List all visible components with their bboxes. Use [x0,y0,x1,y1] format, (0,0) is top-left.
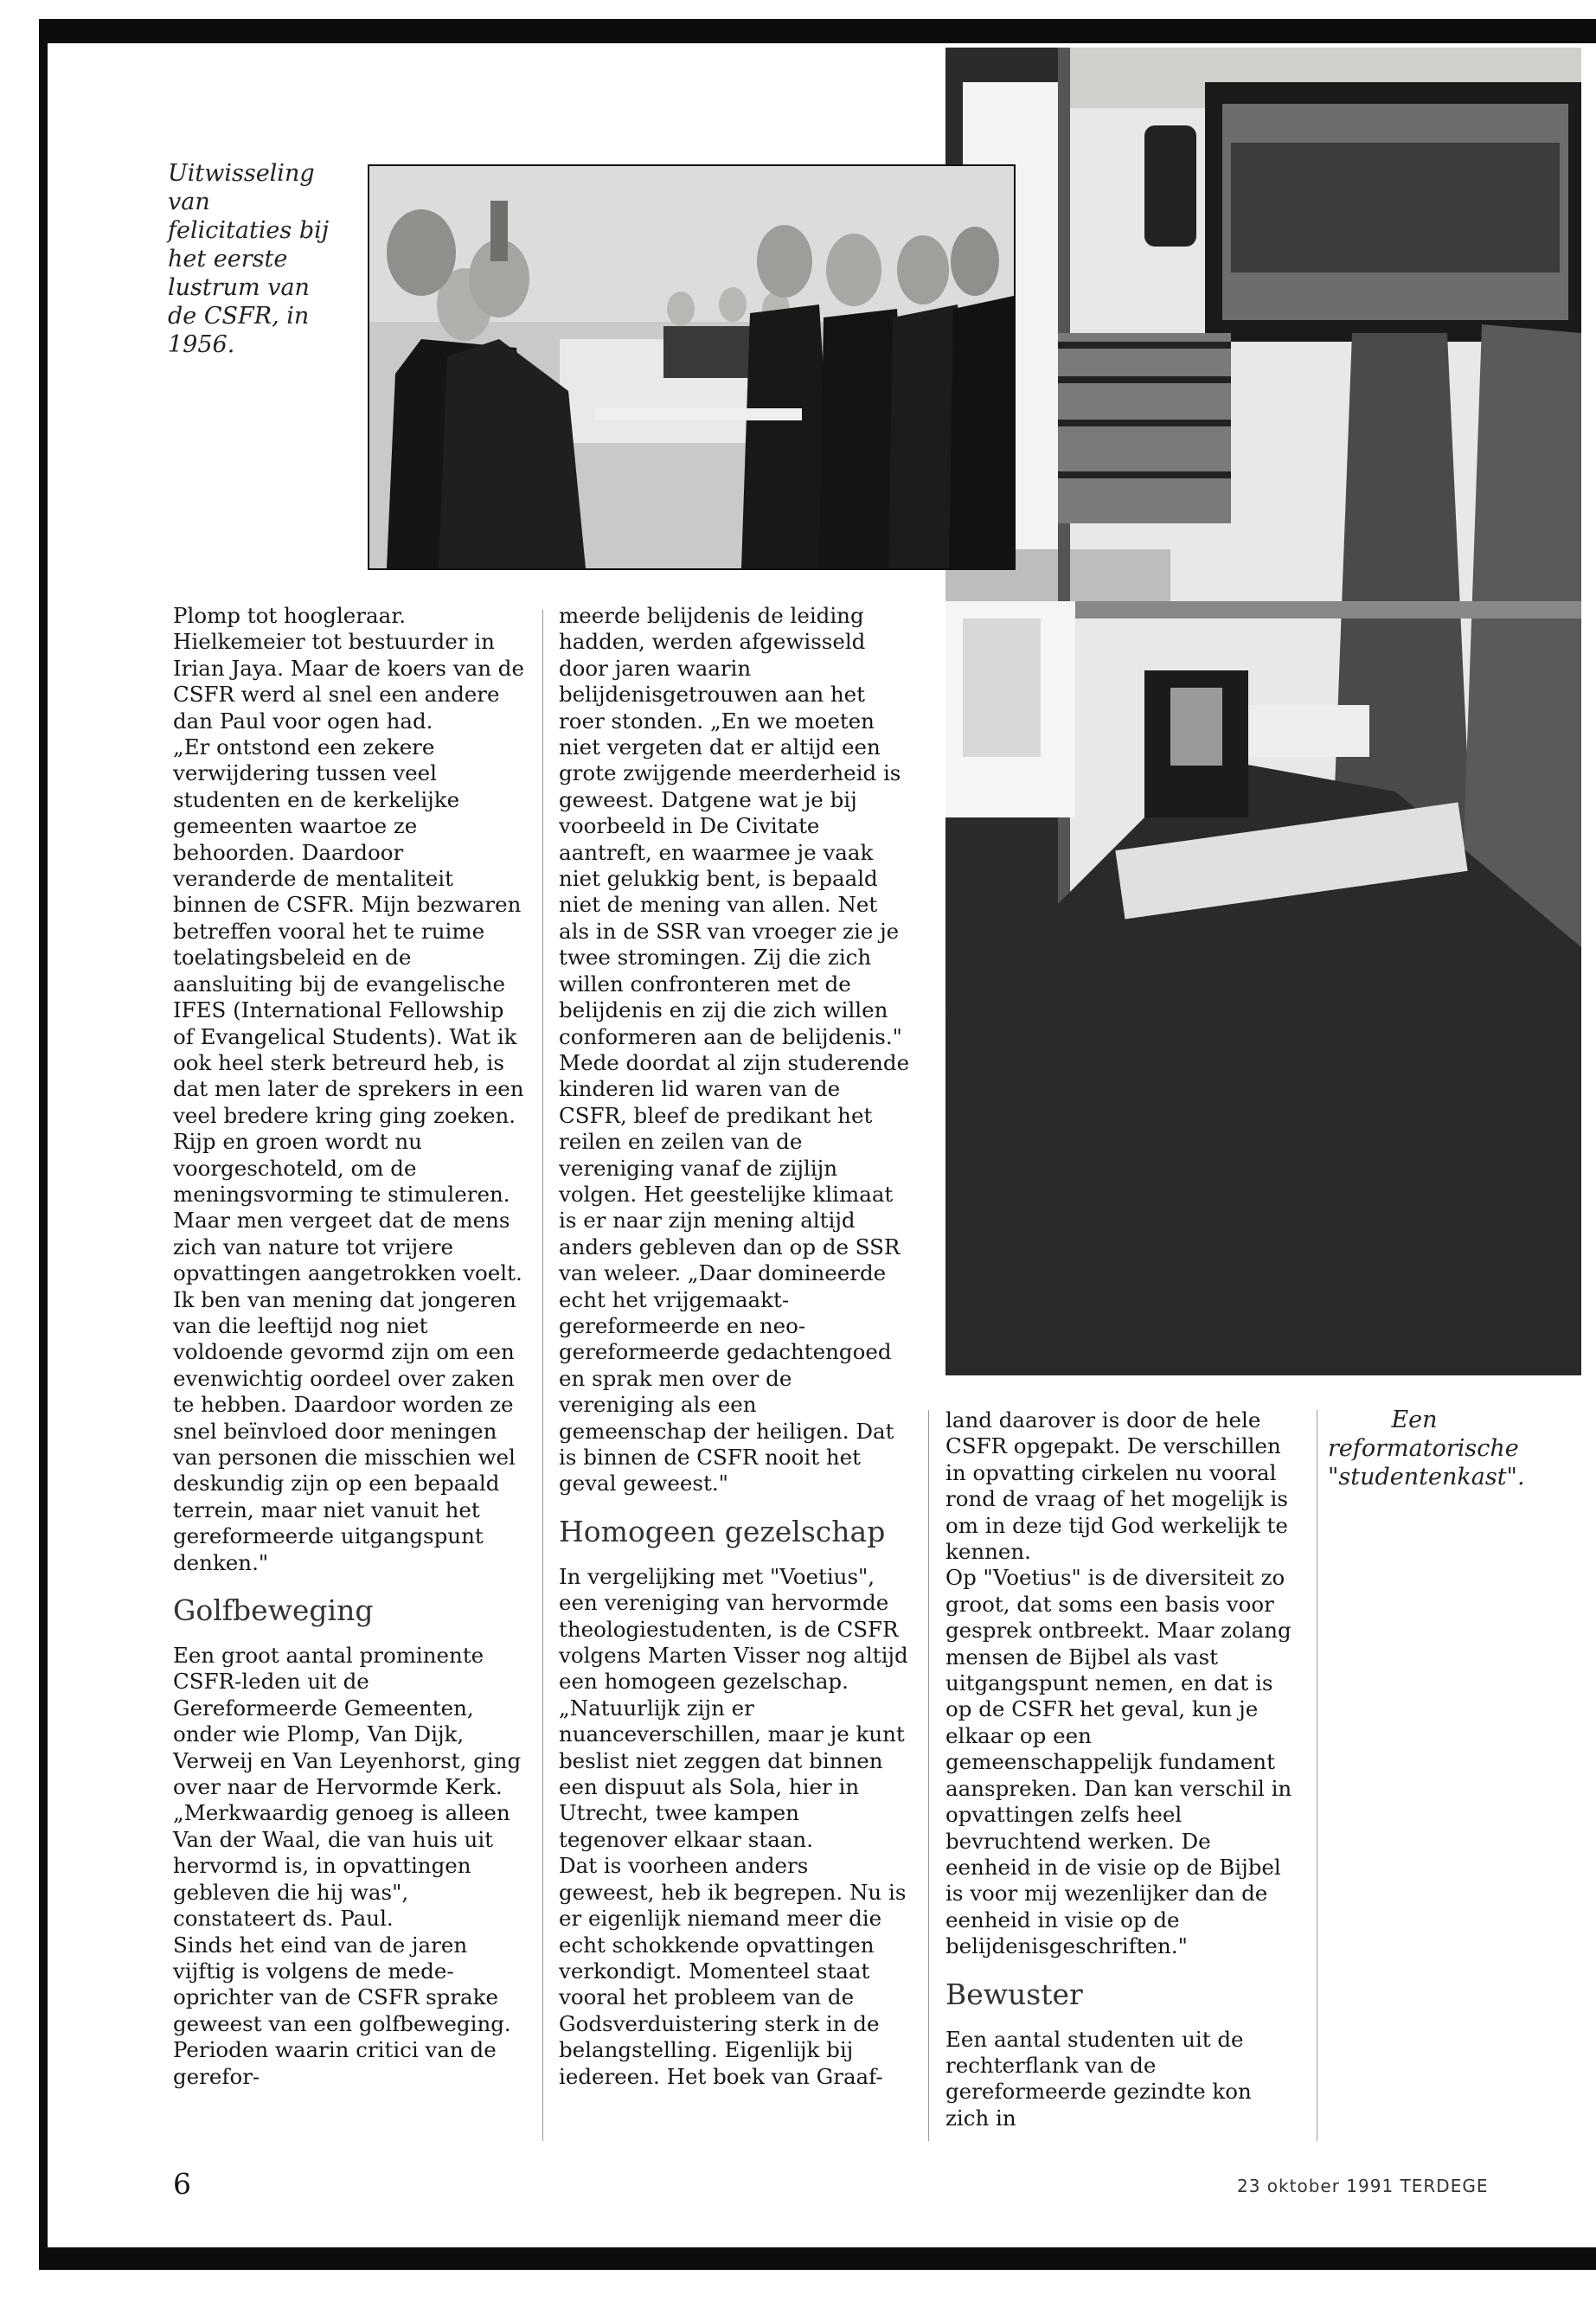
paragraph: Een groot aantal prominente CSFR-leden uit de Gereformeerde Gemeenten, onder wie Plomp, Van Dijk, Verweij en Van Leyenhorst, ging over naar de Hervormde Kerk. „Merkwaardig genoeg is alleen Van der Waal, die van huis uit hervormd is, in opvattingen gebleven die hij was", constateert ds. Paul. [173,1643,522,1932]
paragraph: Mede doordat al zijn studerende kinderen lid waren van de CSFR, bleef de predikant het reilen en zeilen van de vereniging vanaf de zijlijn volgen. Het geestelijke klimaat is er naar zijn mening altijd anders gebleven dan op de SSR van weleer. „Daar domineerde echt het vrijgemaakt-gereformeerde en neo-gereformeerde gedachtengoed en sprak men over de vereniging als een gemeenschap der heiligen. Dat is binnen de CSFR nooit het geval geweest." [559,1049,910,1497]
paragraph: Sinds het eind van de jaren vijftig is volgens de mede-oprichter van de CSFR sprake geweest van een golfbeweging. Perioden waarin critici van de gerefor- [173,1932,511,2089]
article-column-1 [173,603,526,2090]
caption-studentenkast: Een reformatorische "studentenkast". [1328,1407,1525,1490]
paragraph: Dat is voorheen anders geweest, heb ik begrepen. Nu is er eigenlijk niemand meer die echt schokkende opvattingen verkondigt. Momenteel staat vooral het probleem van de Godsverduistering sterk in de belangstelling. Eigenlijk bij iedereen. Het boek van Graaf- [559,1853,907,2089]
section-heading-golfbeweging: Golfbeweging [173,1593,374,1628]
column-rule [542,610,543,2141]
column-rule [928,1410,929,2141]
section-heading-bewuster: Bewuster [945,1977,1083,2011]
top-border [39,19,1596,43]
left-border [39,19,48,2259]
caption-lustrum-photo: Uitwisseling van felicitaties bij het eerste lustrum van de CSFR, in 1956. [168,160,330,358]
bottom-border [39,2247,1596,2270]
paragraph: „Er ontstond een zekere verwijdering tussen veel studenten en de kerkelijke gemeenten waartoe ze behoorden. Daardoor veranderde de mentaliteit binnen de CSFR. Mijn bezwaren betreffen vooral het te ruime toelatingsbeleid en de aansluiting bij de evangelische IFES (International Fellowship of Evangelical Students). Wat ik ook heel sterk betreurd heb, is dat men later de sprekers in een veel bredere kring ging zoeken. Rijp en groen wordt nu voorgeschoteld, om de meningsvorming te stimuleren. Maar men vergeet dat de mens zich van nature tot vrijere opvattingen aangetrokken voelt. [173,734,524,1286]
footer-issue-date: 23 oktober 1991 TERDEGE [1237,2176,1489,2196]
paragraph: meerde belijdenis de leiding hadden, werden afgewisseld door jaren waarin belijdenisgetrouwen aan het roer stonden. „En we moeten niet vergeten dat er altijd een grote zwijgende meerderheid is geweest. Datgene wat je bij voorbeeld in De Civitate aantreft, en waarmee je vaak niet gelukkig bent, is bepaald niet de mening van allen. Net als in de SSR van vroeger zie je twee stromingen. Zij die zich willen confronteren met de belijdenis en zij die zich willen conformeren aan de belijdenis." [559,603,902,1049]
paragraph: Op "Voetius" is de diversiteit zo groot, dat soms een basis voor gesprek ontbreekt. Maar zolang mensen de Bijbel als vast uitgangspunt nemen, en dat is op de CSFR het geval, kun je elkaar op een gemeenschappelijk fundament aanspreken. Dan kan verschil in opvattingen zelfs heel bevruchtend werken. De eenheid in de visie op de Bijbel is voor mij wezenlijker dan de eenheid in visie op de belijdenisgeschriften." [945,1565,1292,1959]
page-number: 6 [173,2167,191,2201]
paragraph: Plomp tot hoogleraar. Hielkemeier tot bestuurder in Irian Jaya. Maar de koers van de CSFR werd al snel een andere dan Paul voor ogen had. [173,603,524,734]
paragraph: Ik ben van mening dat jongeren van die leeftijd nog niet voldoende gevormd zijn om een evenwichtig oordeel over zaken te hebben. Daardoor worden ze snel beïnvloed door meningen van personen die misschien wel deskundig zijn op een bepaald terrein, maar niet vanuit het gereformeerde uitgangspunt denken." [173,1286,516,1575]
paragraph: In vergelijking met "Voetius", een vereniging van hervormde theologiestudenten, is de CSFR volgens Marten Visser nog altijd een homogeen gezelschap. „Natuurlijk zijn er nuanceverschillen, maar je kunt beslist niet zeggen dat binnen een dispuut als Sola, hier in Utrecht, twee kampen tegenover elkaar staan. [559,1563,908,1852]
paragraph: Een aantal studenten uit de rechterflank van de gereformeerde gezindte kon zich in [945,2026,1252,2131]
article-column-2 [559,603,910,2090]
article-column-3 [945,1407,1300,2131]
photo-lustrum-1956 [368,164,1016,570]
section-heading-homogeen-gezelschap: Homogeen gezelschap [559,1514,886,1548]
photo-student-room [945,48,1581,1375]
paragraph: land daarover is door de hele CSFR opgepakt. De verschillen in opvatting cirkelen nu vooral rond de vraag of het mogelijk is om in deze tijd God werkelijk te kennen. [945,1407,1288,1565]
